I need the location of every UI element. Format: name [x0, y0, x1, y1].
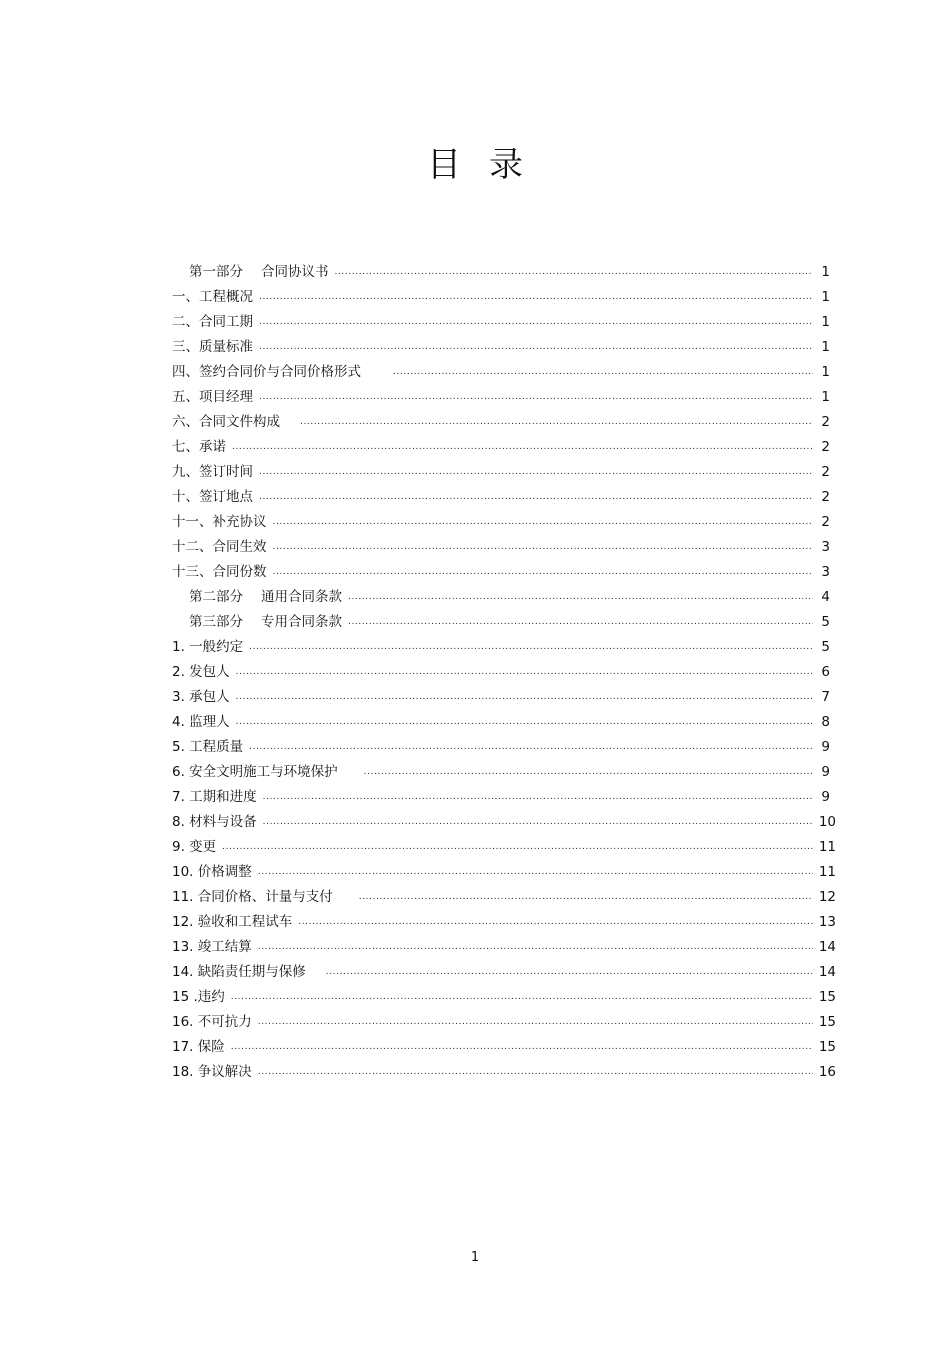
toc-entry-label: 十、签订地点 [172, 489, 253, 505]
toc-entry-label: 5. 工程质量 [172, 739, 244, 755]
toc-entry-label: 六、合同文件构成 [172, 414, 280, 430]
toc-entry-page: 9 [821, 789, 830, 805]
toc-entry[interactable] [172, 610, 830, 635]
toc-entry[interactable] [172, 335, 830, 360]
toc-entry-label: 七、承诺 [172, 439, 226, 455]
toc-entry[interactable] [172, 760, 830, 785]
toc-entry-page: 12 [818, 889, 836, 905]
toc-leader-dots [359, 885, 813, 910]
toc-entry-page: 2 [821, 414, 830, 430]
toc-entry-label: 9. 变更 [172, 839, 217, 855]
title-char-2: 录 [489, 145, 523, 185]
toc-entry[interactable] [172, 935, 836, 960]
toc-entry-page: 16 [818, 1064, 836, 1080]
toc-leader-dots [259, 485, 813, 510]
toc-leader-dots [263, 810, 813, 835]
toc-entry-label: 3. 承包人 [172, 689, 230, 705]
toc-entry[interactable] [172, 985, 836, 1010]
toc-entry[interactable] [172, 885, 836, 910]
toc-entry-page: 5 [821, 614, 830, 630]
toc-entry-label: 十二、合同生效 [172, 539, 267, 555]
page-number: 1 [470, 1250, 480, 1265]
toc-entry-label: 13. 竣工结算 [172, 939, 252, 955]
toc-leader-dots [236, 660, 813, 685]
toc-entry[interactable] [172, 485, 830, 510]
toc-entry-label: 二、合同工期 [172, 314, 253, 330]
toc-entry[interactable] [172, 360, 830, 385]
toc-entry-label: 17. 保险 [172, 1039, 225, 1055]
toc-entry-label: 12. 验收和工程试车 [172, 914, 293, 930]
toc-entry-page: 9 [821, 764, 830, 780]
toc-entry-page: 2 [821, 514, 830, 530]
toc-entry[interactable] [172, 660, 830, 685]
toc-entry[interactable] [172, 860, 836, 885]
toc-entry-page: 1 [821, 314, 830, 330]
toc-entry-label: 十三、合同份数 [172, 564, 267, 580]
toc-entry-page: 1 [821, 264, 830, 280]
toc-entry-page: 13 [818, 914, 836, 930]
toc-entry-page: 11 [818, 839, 836, 855]
toc-entry-label: 18. 争议解决 [172, 1064, 252, 1080]
toc-leader-dots [300, 410, 813, 435]
toc-leader-dots [258, 935, 813, 960]
toc-leader-dots [326, 960, 813, 985]
toc-entry-label: 1. 一般约定 [172, 639, 244, 655]
toc-entry-label: 16. 不可抗力 [172, 1014, 252, 1030]
toc-entry-page: 1 [821, 289, 830, 305]
toc-entry[interactable] [172, 510, 830, 535]
toc-entry-page: 7 [821, 689, 830, 705]
toc-entry[interactable] [172, 560, 830, 585]
toc-entry[interactable] [172, 835, 836, 860]
toc-entry-label: 11. 合同价格、计量与支付 [172, 889, 333, 905]
toc-entry[interactable] [172, 1035, 836, 1060]
toc-leader-dots [222, 835, 813, 860]
toc-leader-dots [259, 335, 813, 360]
toc-entry-page: 3 [821, 564, 830, 580]
toc-leader-dots [236, 685, 813, 710]
toc-entry[interactable] [172, 960, 836, 985]
toc-entry-page: 1 [821, 339, 830, 355]
toc-entry-page: 5 [821, 639, 830, 655]
toc-entry-page: 10 [818, 814, 836, 830]
toc-entry-page: 15 [818, 989, 836, 1005]
toc-entry[interactable] [172, 535, 830, 560]
toc-entry-page: 6 [821, 664, 830, 680]
toc-entry-page: 8 [821, 714, 830, 730]
toc-entry-title: 合同协议书 [261, 264, 329, 280]
toc-leader-dots [231, 1035, 813, 1060]
toc-entry-label: 4. 监理人 [172, 714, 230, 730]
toc-entry-page: 14 [818, 964, 836, 980]
toc-entry-label: 第二部分 [189, 589, 243, 605]
toc-leader-dots [273, 535, 814, 560]
toc-leader-dots [259, 385, 813, 410]
toc-leader-dots [258, 1060, 813, 1085]
toc-entry-label: 第三部分 [189, 614, 243, 630]
toc-entry-label: 四、签约合同价与合同价格形式 [172, 364, 361, 380]
toc-leader-dots [236, 710, 813, 735]
toc-leader-dots [393, 360, 813, 385]
toc-leader-dots [259, 285, 813, 310]
toc-entry-label: 第一部分 [189, 264, 243, 280]
page-title [0, 140, 950, 190]
toc-leader-dots [258, 1010, 813, 1035]
toc-entry-label: 十一、补充协议 [172, 514, 267, 530]
toc-leader-dots [259, 310, 813, 335]
toc-entry[interactable] [172, 585, 830, 610]
toc-entry[interactable] [172, 310, 830, 335]
toc-leader-dots [249, 635, 813, 660]
toc-entry[interactable] [172, 385, 830, 410]
toc-leader-dots [348, 610, 813, 635]
toc-leader-dots [258, 860, 813, 885]
toc-entry-label: 五、项目经理 [172, 389, 253, 405]
toc-entry[interactable] [172, 685, 830, 710]
toc-entry-label: 10. 价格调整 [172, 864, 252, 880]
toc-entry[interactable] [172, 785, 830, 810]
toc-entry-page: 2 [821, 464, 830, 480]
toc-leader-dots [273, 510, 814, 535]
toc-leader-dots [249, 735, 813, 760]
toc-leader-dots [231, 985, 813, 1010]
toc-entry-page: 15 [818, 1039, 836, 1055]
toc-entry-label: 14. 缺陷责任期与保修 [172, 964, 306, 980]
toc-leader-dots [273, 560, 814, 585]
toc-entry-page: 4 [821, 589, 830, 605]
toc-entry[interactable] [172, 435, 830, 460]
toc-leader-dots [263, 785, 813, 810]
toc-leader-dots [348, 585, 813, 610]
toc-entry-label: 15 .违约 [172, 989, 225, 1005]
toc-entry-label: 2. 发包人 [172, 664, 230, 680]
toc-entry-page: 2 [821, 489, 830, 505]
toc-entry[interactable] [172, 1010, 836, 1035]
toc-leader-dots [335, 260, 814, 285]
toc-entry-page: 1 [821, 364, 830, 380]
toc-leader-dots [259, 460, 813, 485]
toc-entry-label: 7. 工期和进度 [172, 789, 257, 805]
toc-entry-page: 3 [821, 539, 830, 555]
toc-entry[interactable] [172, 1060, 836, 1085]
toc-entry-page: 1 [821, 389, 830, 405]
toc-entry-label: 8. 材料与设备 [172, 814, 257, 830]
toc-entry-label: 一、工程概况 [172, 289, 253, 305]
toc-leader-dots [298, 910, 813, 935]
toc-entry[interactable] [172, 635, 830, 660]
toc-entry[interactable] [172, 260, 830, 285]
toc-entry-page: 9 [821, 739, 830, 755]
toc-entry-page: 2 [821, 439, 830, 455]
toc-entry-label: 九、签订时间 [172, 464, 253, 480]
toc-entry[interactable] [172, 460, 830, 485]
toc-leader-dots [364, 760, 813, 785]
toc-entry-label: 三、质量标准 [172, 339, 253, 355]
toc-entry-page: 11 [818, 864, 836, 880]
toc-entry-label: 6. 安全文明施工与环境保护 [172, 764, 338, 780]
toc-entry-page: 15 [818, 1014, 836, 1030]
toc-entry-title: 通用合同条款 [261, 589, 342, 605]
toc-entry[interactable] [172, 910, 836, 935]
toc-entry[interactable] [172, 735, 830, 760]
toc-entry[interactable] [172, 410, 830, 435]
toc-entry[interactable] [172, 285, 830, 310]
toc-entry[interactable] [172, 810, 836, 835]
title-char-1: 目 [427, 145, 461, 185]
toc-entry-page: 14 [818, 939, 836, 955]
toc-leader-dots [232, 435, 813, 460]
toc-entry[interactable] [172, 710, 830, 735]
table-of-contents [172, 260, 836, 1085]
toc-entry-title: 专用合同条款 [261, 614, 342, 630]
